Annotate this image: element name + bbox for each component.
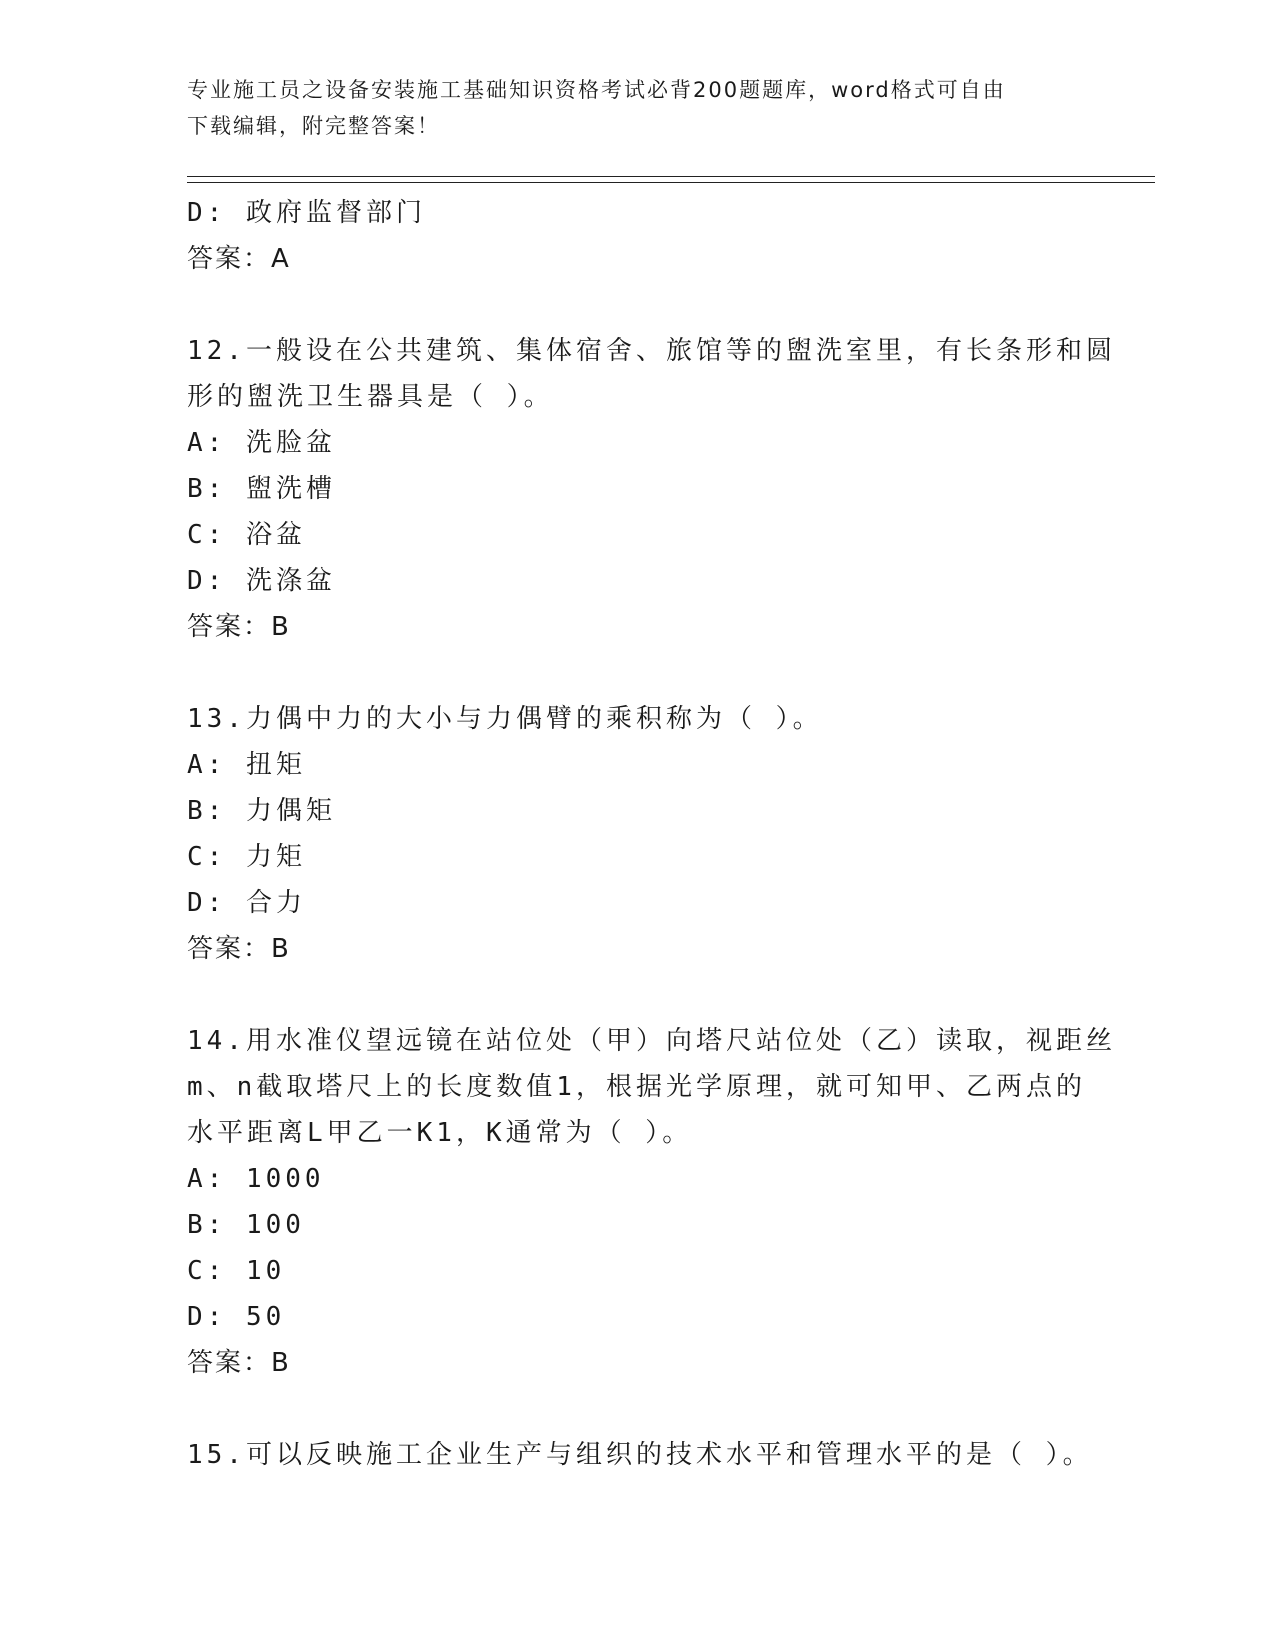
- option-d: D: 50: [187, 1302, 286, 1332]
- document-header: [187, 72, 1067, 144]
- question-list: [187, 190, 1116, 1478]
- stem-line: 13.力偶中力的大小与力偶臂的乘积称为（ ）。: [187, 704, 823, 734]
- answer-line: 答案：B: [187, 934, 291, 964]
- option-b: B: 盥洗槽: [187, 474, 336, 504]
- stem-line: 12.一般设在公共建筑、集体宿舍、旅馆等的盥洗室里，有长条形和圆: [187, 336, 1116, 366]
- option-a: A: 扭矩: [187, 750, 306, 780]
- stem-line: m、n截取塔尺上的长度数值1，根据光学原理，就可知甲、乙两点的: [187, 1072, 1086, 1102]
- stem-line: 15.可以反映施工企业生产与组织的技术水平和管理水平的是（ ）。: [187, 1440, 1093, 1470]
- answer-line: 答案：B: [187, 1348, 291, 1378]
- question-15: [187, 1432, 1093, 1478]
- header-divider-top: [187, 176, 1155, 177]
- stem-line: 形的盥洗卫生器具是（ ）。: [187, 382, 554, 412]
- option-b: B: 力偶矩: [187, 796, 336, 826]
- option-d: D: 合力: [187, 888, 306, 918]
- question-stem: [187, 1018, 1116, 1156]
- header-line-1: 专业施工员之设备安装施工基础知识资格考试必背200题题库，word格式可自由: [187, 78, 1006, 102]
- option-a: A: 1000: [187, 1164, 325, 1194]
- option-c: C: 力矩: [187, 842, 306, 872]
- option-c: C: 浴盆: [187, 520, 306, 550]
- option-d: D: 洗涤盆: [187, 566, 336, 596]
- option-b: B: 100: [187, 1210, 305, 1240]
- option-a: A: 洗脸盆: [187, 428, 336, 458]
- option-c: C: 10: [187, 1256, 286, 1286]
- option-d: D: 政府监督部门: [187, 198, 426, 228]
- question-stem: [187, 328, 1116, 420]
- stem-line: 14.用水准仪望远镜在站位处（甲）向塔尺站位处（乙）读取，视距丝: [187, 1026, 1116, 1056]
- question-13: [187, 696, 1087, 972]
- header-divider-bottom: [187, 182, 1155, 183]
- answer-line: 答案：B: [187, 612, 291, 642]
- question-stem: [187, 1432, 1093, 1478]
- header-line-2: 下载编辑，附完整答案！: [187, 114, 440, 138]
- question-stem: [187, 696, 1087, 742]
- stem-line: 水平距离L甲乙一K1，K通常为（ ）。: [187, 1118, 693, 1148]
- answer-line: 答案：A: [187, 244, 291, 274]
- question-12: [187, 328, 1116, 650]
- question-14: [187, 1018, 1116, 1386]
